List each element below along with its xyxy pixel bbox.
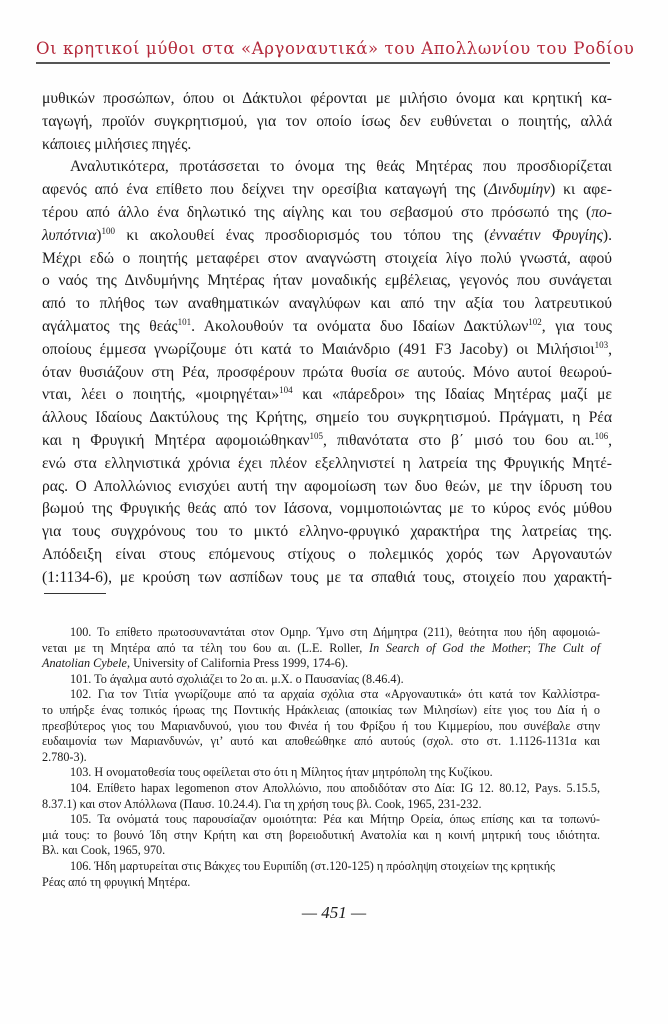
text-run: για τους συγχρόνους του το μικτό ελληνο-φρυγικό χαρακτήρα της λατρείας της. (42, 523, 612, 541)
text-run: οποίους έμμεσα γνωρίζουμε ότι κατά το Μαιάνδριο (491 F3 Jacoby) οι Μιλήσιοι (42, 340, 595, 358)
text-run: άλλους Ιδαίους Δακτύλους της Κρήτης, σημείο του συγκρητισμού. Πράγματι, η Ρέα (42, 409, 612, 427)
text-run: ρας. Ο Απολλώνιος ενισχύει αυτή την αφομοίωση των δυο θεών, με την ίδρυση του (42, 477, 612, 495)
body-line (42, 293, 612, 316)
text-run: Ρέας από τη φρυγική Μητέρα. (42, 874, 191, 889)
footnote-line (42, 828, 600, 844)
text-run: , πιθανότατα στο β΄ μισό του 6ου αι. (323, 431, 595, 449)
footnote-line (42, 797, 600, 813)
body-line (42, 544, 612, 567)
text-run: , (608, 340, 612, 358)
text-run: το υπήρξε ένας τοπικός ήρωας της Ποντικής Ηράκλειας (αποικίας των Μιλησίων) είτε γιος του Δία ή ο (42, 702, 600, 717)
footnote-line (42, 812, 600, 828)
text-run: . Ακολουθούν τα ονόματα δυο Ιδαίων Δακτύλων (191, 317, 529, 335)
running-header-title: Οι κρητικοί μύθοι στα «Αργοναυτικά» του Απολλωνίου του Ροδίου (36, 39, 635, 58)
text-run: Αναλυτικότερα, προτάσσεται το όνομα της θεάς Μητέρας που προσδιορίζεται (70, 158, 612, 176)
text-run: , (608, 431, 612, 449)
text-run: 2.780-3). (42, 749, 87, 764)
text-run: και «πάρεδροι» της Ιδαίας Μητέρας μαζί με (292, 386, 612, 404)
footnote-reference: 100 (101, 225, 115, 236)
footnote-reference: 105 (309, 430, 323, 441)
body-line (42, 156, 612, 179)
text-run: κι ακολουθεί ένας προσδιορισμός του τόπου της ( (114, 226, 490, 244)
body-line (42, 384, 612, 407)
footnote-line (42, 719, 600, 735)
italic-text: λυπότνια (42, 226, 97, 244)
text-run: κάποιες μιλήσιες πηγές. (42, 135, 192, 153)
text-run: 102. Για τον Τιτία γνωρίζουμε από τα αρχαία σχόλια στα «Αργοναυτικά» ότι κατά τον Καλλίστρα- (70, 687, 600, 702)
text-run: , University of California Press 1999, 174-6). (126, 656, 349, 671)
text-run: αγάλματος της θεάς (42, 317, 178, 335)
footnotes (42, 625, 600, 890)
text-run: 106. Ήδη μαρτυρείται στις Βάκχες του Ευριπίδη (στ.120-125) η πρόσληψη στοιχείων της κρητικής (70, 858, 555, 873)
footnote-line (42, 859, 600, 875)
body-line (42, 521, 612, 544)
text-run: 103. Η ονοματοθεσία τους οφείλεται στο ότι η Μίλητος ήταν μητρόπολη της Κυζίκου. (70, 765, 493, 780)
text-run: Μέχρι εδώ ο ποιητής μεταφέρει στον αναγνώστη στοιχεία λίγο πολύ γνωστά, αφού (42, 249, 612, 267)
footnote-line (42, 672, 600, 688)
text-run: (1:1134-6), με κρούση των ασπίδων τους με τα σπαθιά τους, στοιχείο που χαρακτή- (42, 568, 612, 586)
footnote-line (42, 703, 600, 719)
body-line (42, 179, 612, 202)
body-line (42, 476, 612, 499)
text-run: νται, λέει ο ποιητής, «μοιρηγέται» (42, 386, 280, 404)
body-line (42, 134, 612, 157)
footnote-line (42, 687, 600, 703)
text-run: 8.37.1) και στον Απόλλωνα (Παυσ. 10.24.4). Για τη χρήση τους βλ. Cook, 1965, 231-232. (42, 796, 482, 811)
text-run: από το πλήθος των αναθηματικών αναγλύφων και από την αξία του λατρευτικού (42, 295, 612, 313)
footnote-line (42, 843, 600, 859)
text-run: ενώ στα ελληνιστικά χρόνια έχει πλέον εξελληνιστεί η λατρεία της Φρυγικής Μητέ- (42, 454, 612, 472)
text-run: τέρου από άλλο ένα δηλωτικό της αίγλης και του σεβασμού στο πρόσωπό της ( (42, 203, 592, 221)
body-line (42, 270, 612, 293)
text-run: ευδαιμονία των Μαριανδυνών, γι’ αυτό και αποθεώθηκε από αυτούς (σχολ. στο στ. 1.1126-1131α και (42, 734, 600, 749)
italic-text: πο- (591, 203, 612, 221)
body-line (42, 225, 612, 248)
body-line (42, 202, 612, 225)
footnote-line (42, 875, 600, 891)
text-run: 104. Επίθετο hapax legomenon στον Απολλώνιο, που αποδιδόταν στο Δία: IG 12. 80.12, Pays. 5.15.5, (70, 780, 600, 795)
footnote-line (42, 656, 600, 672)
footnote-line (42, 750, 600, 766)
text-run: Βλ. και Cook, 1965, 970. (42, 843, 166, 858)
text-run: , για τους (541, 317, 612, 335)
body-line (42, 567, 612, 590)
text-run: μυθικών προσώπων, όπου οι Δάκτυλοι φέρονται με μιλήσιο όνομα και κρητική κα- (42, 90, 612, 107)
body-line (42, 111, 612, 134)
footnote-reference: 102 (528, 316, 542, 327)
text-run: 100. Το επίθετο πρωτοσυναντάται στον Ομηρ. Ύμνο στη Δήμητρα (211), θεότητα που ήδη αφομοιώ- (70, 625, 600, 639)
text-run: ο ναός της Δινδυμήνης Μητέρας ήταν μοναδικής εμβέλειας, γεγονός που συνάγεται (42, 272, 612, 290)
italic-text: ἐνναέτιν Φρυγίης (489, 226, 603, 244)
footnote-line (42, 625, 600, 641)
italic-text: In Search of God the Mother (369, 640, 528, 655)
text-run: 105. Τα ονόματά τους παρουσίαζαν ομοιότητα: Ρέα και Μήτηρ Ορεία, όπως επίσης και τα τοπωνύ- (70, 812, 600, 827)
text-run: και η Φρυγική Μητέρα αφομοιώθηκαν (42, 431, 310, 449)
body-line (42, 498, 612, 521)
footnote-line (42, 781, 600, 797)
footnote-line (42, 641, 600, 657)
text-run: βωμού της Φρυγικής θεάς από τον Ιάσονα, νομιμοποιώντας με το κύρος ενός μύθου (42, 500, 612, 518)
text-run: ) κι αφε- (550, 181, 612, 199)
footnote-reference: 106 (594, 430, 609, 441)
body-line (42, 88, 612, 111)
text-run: ; (527, 640, 538, 655)
text-run: μιά τους: το βουνό Ίδη στην Κρήτη και στη βορειοδυτική Ανατολία και η κοινή μητρική τους ιδιότητα. (42, 827, 600, 842)
footnote-separator (44, 593, 106, 594)
body-line (42, 339, 612, 362)
body-line (42, 248, 612, 271)
text-run: Απόδειξη είναι στους επόμενους στίχους ο πολεμικός χορός των Αργοναυτών (42, 545, 612, 563)
footnote-reference: 101 (177, 316, 192, 327)
footnote-reference: 104 (279, 385, 293, 396)
footnote-reference: 103 (594, 339, 609, 350)
header-rule (36, 62, 610, 64)
text-run: ) (96, 226, 102, 244)
body-text (42, 88, 612, 590)
text-run: αφενός από ένα επίθετο που δείχνει την ορεσίβια καταγωγή της ( (42, 181, 489, 199)
text-run: 101. Το άγαλμα αυτό σχολιάζει το 2ο αι. μ.Χ. ο Παυσανίας (8.46.4). (70, 671, 404, 686)
body-line (42, 362, 612, 385)
body-line (42, 407, 612, 430)
text-run: ταγωγή, προϊόν συγκρητισμού, για τον οποίο ίσως δεν ευθύνεται ο ποιητής, αλλά (42, 112, 612, 130)
text-run: όταν θυσιάζουν στη Ρέα, προσφέρουν πρώτα θυσία σε αυτούς. Μόνο αυτοί θεωρού- (42, 363, 612, 381)
running-header (36, 38, 635, 60)
page-number: — 451 — (301, 903, 367, 922)
body-line (42, 316, 612, 339)
body-line (42, 430, 612, 453)
footnote-line (42, 734, 600, 750)
italic-text: Anatolian Cybele (42, 656, 127, 671)
text-run: ). (602, 226, 612, 244)
italic-text: Δινδυμίην (488, 181, 551, 199)
body-line (42, 453, 612, 476)
italic-text: The Cult of (537, 640, 601, 655)
text-run: νεται με τη Μητέρα από τα τέλη του 6ου αι. (L.E. Roller, (42, 640, 370, 655)
text-run: πρεσβύτερος γιος του Μαριανδυνού, γιου του Φινέα ή του Φρίξου ή του Κιμμερίου, που συνέβαλε στην (42, 718, 600, 733)
footnote-line (42, 765, 600, 781)
